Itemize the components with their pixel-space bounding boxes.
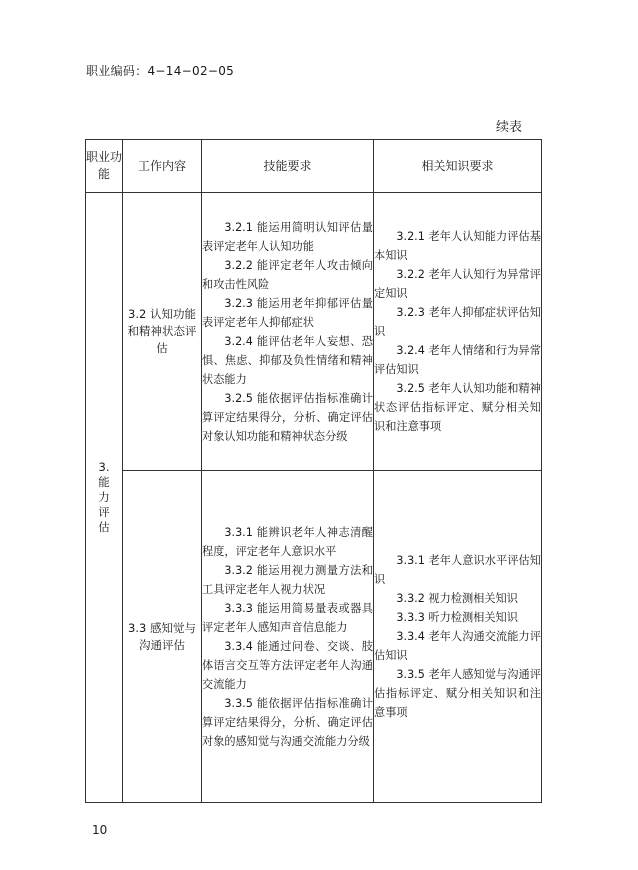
header-work-content: 工作内容 — [123, 140, 202, 193]
knowledge-item: 3.2.4 老年人情绪和行为异常评估知识 — [374, 344, 541, 376]
knowledge-item: 3.2.3 老年人抑郁症状评估知识 — [374, 306, 541, 338]
skill-item: 3.2.3 能运用老年抑郁评估量表评定老年人抑郁症状 — [202, 296, 373, 329]
skill-item: 3.2.1 能运用简明认知评估量表评定老年人认知功能 — [202, 220, 373, 253]
skills-cell — [202, 193, 374, 471]
work-content-cell: 3.2 认知功能和精神状态评估 — [123, 193, 202, 471]
function-cell — [86, 193, 123, 803]
knowledge-item: 3.3.3 听力检测相关知识 — [396, 611, 518, 624]
continued-label: 续表 — [496, 120, 523, 135]
knowledge-cell — [374, 471, 542, 803]
skill-item: 3.3.4 能通过问卷、交谈、肢体语言交互等方法评定老年人沟通交流能力 — [202, 639, 373, 691]
header-function: 职业功能 — [86, 140, 123, 193]
knowledge-item: 3.2.2 老年人认知行为异常评定知识 — [374, 268, 541, 300]
skill-item: 3.2.4 能评估老年人妄想、恐惧、焦虑、抑郁及负性情绪和精神状态能力 — [202, 334, 373, 386]
skill-item: 3.3.1 能辨识老年人神志清醒程度，评定老年人意识水平 — [202, 525, 373, 558]
knowledge-item: 3.2.1 老年人认知能力评估基本知识 — [374, 230, 541, 262]
skill-item: 3.3.2 能运用视力测量方法和工具评定老年人视力状况 — [202, 563, 373, 596]
page-number: 10 — [92, 823, 108, 837]
header-skills: 技能要求 — [202, 140, 374, 193]
skill-item: 3.2.2 能评定老年人攻击倾向和攻击性风险 — [202, 258, 373, 291]
skill-item: 3.2.5 能依据评估指标准确计算评定结果得分，分析、确定评估对象认知功能和精神状态分级 — [202, 391, 373, 443]
knowledge-item: 3.2.5 老年人认知功能和精神状态评估指标评定、赋分相关知识和注意事项 — [374, 382, 541, 433]
table-row — [86, 193, 542, 471]
table-row — [86, 471, 542, 803]
knowledge-item: 3.3.1 老年人意识水平评估知识 — [374, 554, 541, 586]
knowledge-item: 3.3.4 老年人沟通交流能力评估知识 — [374, 630, 541, 662]
skill-item: 3.3.5 能依据评估指标准确计算评定结果得分，分析、确定评估对象的感知觉与沟通交流能力分级 — [202, 696, 373, 748]
knowledge-cell — [374, 193, 542, 471]
function-label: 3. 能力评估 — [98, 460, 110, 534]
table-header-row — [86, 140, 542, 193]
skills-cell — [202, 471, 374, 803]
header-knowledge: 相关知识要求 — [374, 140, 542, 193]
knowledge-item: 3.3.2 视力检测相关知识 — [396, 592, 518, 605]
job-code: 职业编码：4−14−02−05 — [86, 64, 235, 78]
knowledge-item: 3.3.5 老年人感知觉与沟通评估指标评定、赋分相关知识和注意事项 — [374, 668, 541, 719]
work-content-cell: 3.3 感知觉与沟通评估 — [123, 471, 202, 803]
skill-item: 3.3.3 能运用简易量表或器具评定老年人感知声音信息能力 — [202, 601, 373, 634]
requirements-table — [85, 139, 542, 803]
